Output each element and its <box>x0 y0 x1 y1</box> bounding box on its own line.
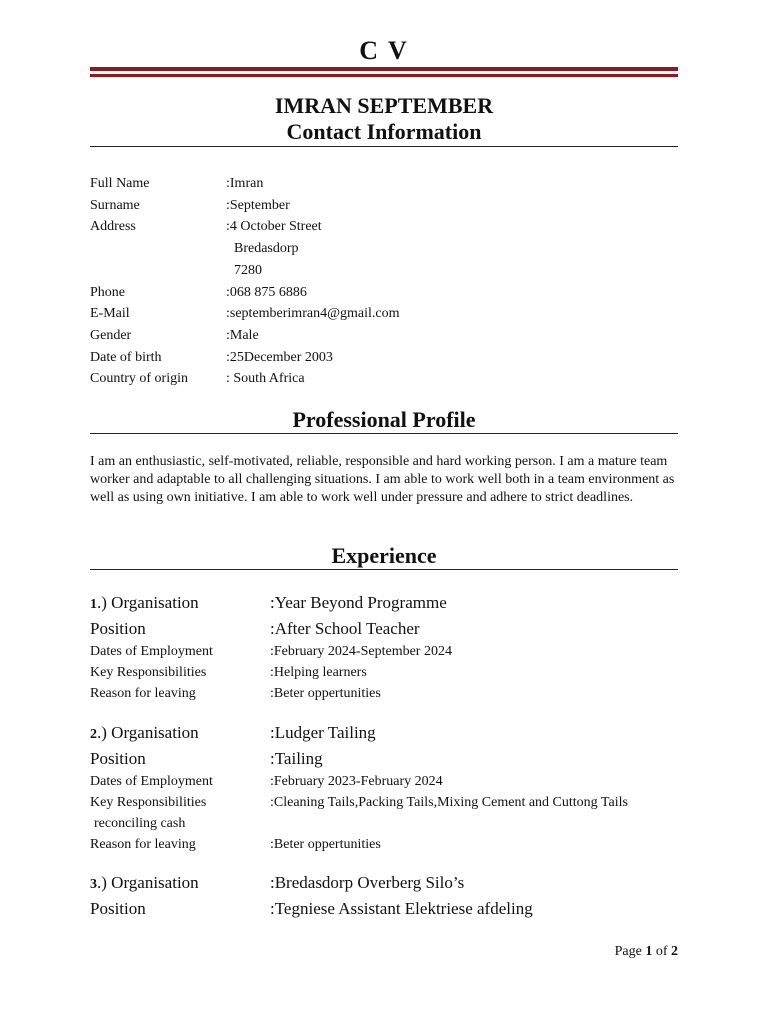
reason-row <box>90 683 678 704</box>
reason-label: Reason for leaving <box>90 837 196 852</box>
dates-row <box>90 641 678 662</box>
responsibilities-row <box>90 662 678 683</box>
current-page: 1 <box>645 944 653 959</box>
contact-row <box>90 347 678 369</box>
header-rule-top <box>90 67 678 71</box>
position-label: Position <box>90 899 146 918</box>
org-value: :Ludger Tailing <box>270 723 376 742</box>
contact-label: Country of origin <box>90 371 188 387</box>
contact-label: Surname <box>90 197 140 213</box>
position-value: :Tailing <box>270 749 323 768</box>
org-row <box>90 721 678 747</box>
dates-label: Dates of Employment <box>90 774 213 789</box>
org-row <box>90 591 678 617</box>
responsibilities-label: Key Responsibilities <box>90 665 207 680</box>
org-label-text: .) Organisation <box>97 723 199 742</box>
responsibilities-label: Key Responsibilities <box>90 795 207 810</box>
contact-row <box>90 325 678 347</box>
contact-row <box>90 368 678 390</box>
reason-value: :Beter oppertunities <box>270 686 381 701</box>
reason-value: :Beter oppertunities <box>270 837 381 852</box>
contact-value: :Male <box>226 327 259 343</box>
contact-value: : South Africa <box>226 371 305 387</box>
position-label: Position <box>90 749 146 768</box>
dates-row <box>90 771 678 792</box>
profile-heading: Professional Profile <box>90 407 678 434</box>
cv-page <box>90 0 678 1024</box>
experience-entry <box>90 721 678 855</box>
dates-label: Dates of Employment <box>90 644 213 659</box>
dates-value: :February 2023-February 2024 <box>270 774 443 789</box>
contact-row <box>90 238 678 260</box>
contact-value: :September <box>226 197 290 213</box>
reason-row <box>90 834 678 855</box>
name-heading-block <box>90 93 678 147</box>
entry-number: 2 <box>90 727 97 742</box>
responsibilities-value: :Helping learners <box>270 665 367 680</box>
experience-heading: Experience <box>90 543 678 570</box>
entry-number: 3 <box>90 877 97 892</box>
of-word: of <box>655 944 668 959</box>
responsibilities-extra: reconciling cash <box>94 816 186 831</box>
contact-value: :septemberimran4@gmail.com <box>226 306 400 322</box>
position-row <box>90 897 678 921</box>
org-label <box>90 721 270 747</box>
experience-entry <box>90 871 678 921</box>
contact-row <box>90 216 678 238</box>
contact-value: :25December 2003 <box>226 349 333 365</box>
contact-row <box>90 303 678 325</box>
contact-label <box>90 238 226 260</box>
contact-value: Bredasdorp <box>234 241 299 257</box>
contact-heading: Contact Information <box>90 119 678 147</box>
org-label-text: .) Organisation <box>97 873 199 892</box>
contact-value: :4 October Street <box>226 219 322 235</box>
org-value: :Year Beyond Programme <box>270 593 447 612</box>
contact-label: Date of birth <box>90 349 162 365</box>
cv-title: C V <box>359 36 409 65</box>
page-word: Page <box>614 944 642 959</box>
responsibilities-value: :Cleaning Tails,Packing Tails,Mixing Cement and Cuttong Tails <box>270 795 628 810</box>
contact-label <box>90 260 226 282</box>
position-label: Position <box>90 619 146 638</box>
profile-text: I am an enthusiastic, self-motivated, reliable, responsible and hard working person. I am a mature team worker and adaptable to all challenging situations. I am able to work well both in a team environment as well as using own initiative. I am able to work well under pressure and adhere to strict deadlines. <box>90 454 675 505</box>
contact-row <box>90 282 678 304</box>
contact-label: E-Mail <box>90 306 130 322</box>
contact-value: :Imran <box>226 176 264 191</box>
contact-label: Address <box>90 219 136 235</box>
header-rule-bottom <box>90 74 678 77</box>
experience-entry <box>90 591 678 704</box>
contact-label: Phone <box>90 284 125 300</box>
candidate-name: IMRAN SEPTEMBER <box>274 93 494 118</box>
total-pages: 2 <box>671 944 678 959</box>
contact-label: Gender <box>90 327 132 343</box>
position-value: :After School Teacher <box>270 619 420 638</box>
contact-row <box>90 173 678 195</box>
contact-table <box>90 173 678 390</box>
contact-value: :068 875 6886 <box>226 284 307 300</box>
dates-value: :February 2024-September 2024 <box>270 644 452 659</box>
org-label <box>90 591 270 617</box>
entry-number: 1 <box>90 597 97 612</box>
contact-row <box>90 195 678 217</box>
org-label <box>90 871 270 897</box>
reason-label: Reason for leaving <box>90 686 196 701</box>
responsibilities-row <box>90 792 678 813</box>
contact-row <box>90 260 678 282</box>
position-row <box>90 747 678 771</box>
org-value: :Bredasdorp Overberg Silo’s <box>270 873 465 892</box>
position-value: :Tegniese Assistant Elektriese afdeling <box>270 899 533 918</box>
position-row <box>90 617 678 641</box>
page-footer <box>615 944 678 960</box>
org-label-text: .) Organisation <box>97 593 199 612</box>
org-row <box>90 871 678 897</box>
responsibilities-extra-row <box>90 813 678 834</box>
contact-label: Full Name <box>90 176 150 191</box>
contact-value: 7280 <box>234 262 262 278</box>
